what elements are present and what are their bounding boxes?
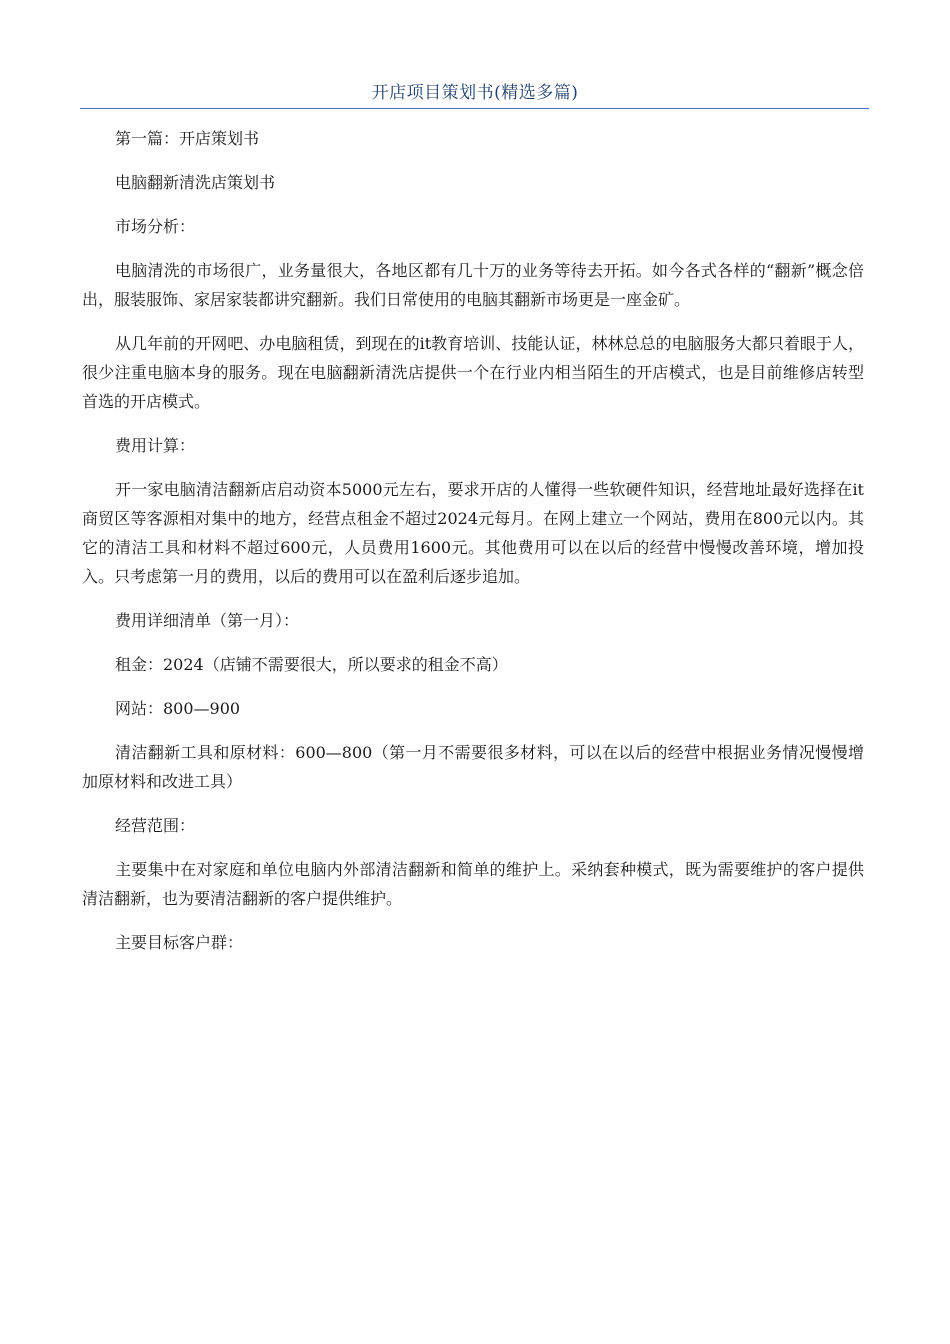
document-body: [82, 124, 864, 972]
section-heading: 费用计算：: [115, 436, 196, 455]
section-heading: 经营范围：: [115, 816, 196, 835]
paragraph: 开一家电脑清洁翻新店启动资本5000元左右，要求开店的人懂得一些软硬件知识，经营地址最好选择在it商贸区等客源相对集中的地方，经营点租金不超过2024元每月。在网上建立一个网站，费用在800元以内。其它的清洁工具和材料不超过600元，人员费用1600元。其他费用可以在以后的经营中慢慢改善环境，增加投入。只考虑第一月的费用，以后的费用可以在盈利后逐步追加。: [82, 480, 864, 586]
section-heading: 费用详细清单（第一月）：: [115, 611, 300, 630]
document-title: 开店项目策划书(精选多篇): [371, 83, 579, 103]
paragraph: 电脑清洗的市场很广，业务量很大，各地区都有几十万的业务等待去开拓。如今各式各样的“翻新”概念倍出，服装服饰、家居家装都讲究翻新。我们日常使用的电脑其翻新市场更是一座金矿。: [82, 261, 864, 309]
section-heading: 第一篇：开店策划书: [115, 129, 260, 148]
list-item: 网站：800—900: [115, 699, 241, 718]
section-heading: 市场分析：: [115, 217, 196, 236]
list-item: 清洁翻新工具和原材料：600—800（第一月不需要很多材料，可以在以后的经营中根据业务情况慢慢增加原材料和改进工具）: [82, 743, 864, 791]
title-divider: [80, 108, 869, 109]
section-heading: 主要目标客户群：: [115, 933, 244, 952]
paragraph: 从几年前的开网吧、办电脑租赁，到现在的it教育培训、技能认证，林林总总的电脑服务大都只着眼于人，很少注重电脑本身的服务。现在电脑翻新清洗店提供一个在行业内相当陌生的开店模式，也是目前维修店转型首选的开店模式。: [82, 334, 864, 411]
paragraph: 主要集中在对家庭和单位电脑内外部清洁翻新和简单的维护上。采纳套种模式，既为需要维护的客户提供清洁翻新，也为要清洁翻新的客户提供维护。: [82, 860, 864, 908]
list-item: 租金：2024（店铺不需要很大，所以要求的租金不高）: [115, 655, 508, 674]
subtitle: 电脑翻新清洗店策划书: [115, 173, 276, 192]
